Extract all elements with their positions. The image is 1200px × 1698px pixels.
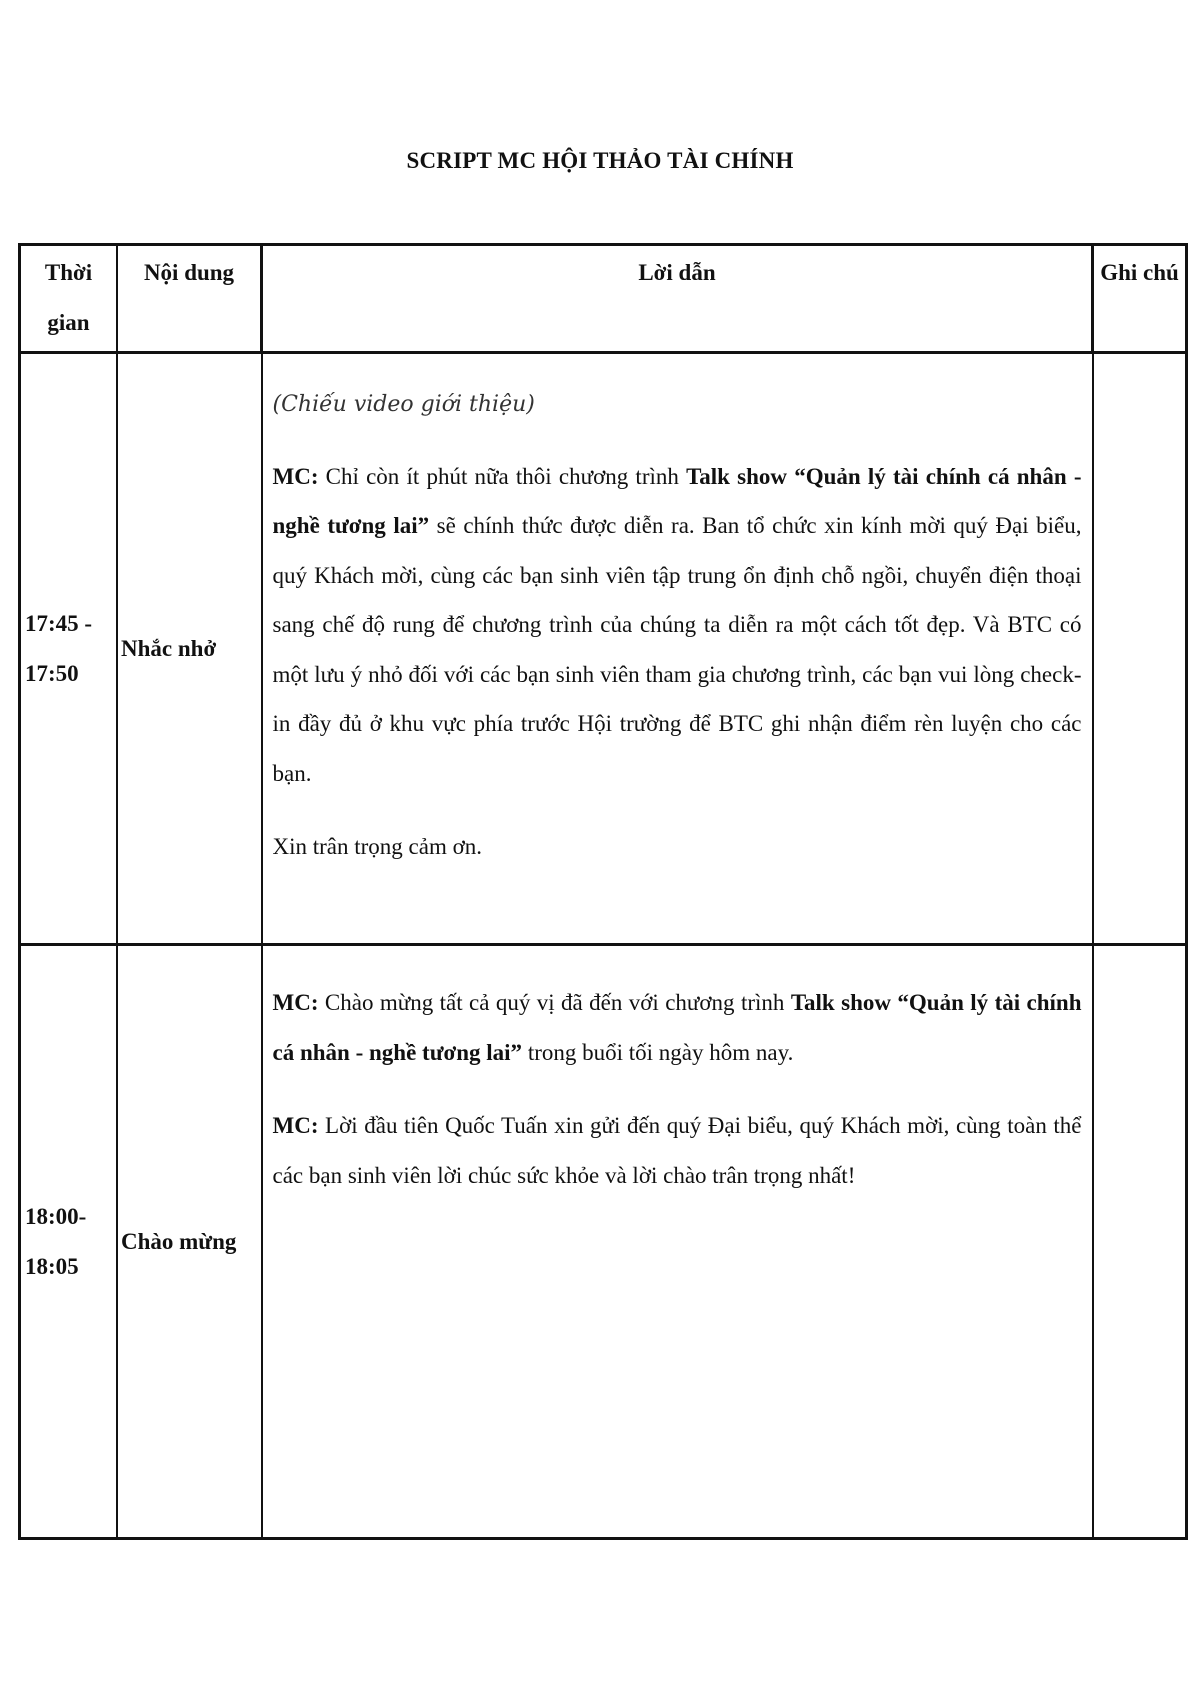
mc-label: MC: <box>272 463 319 489</box>
speech-paragraph <box>273 452 1082 799</box>
table-row <box>20 945 1187 1539</box>
speech-text: Chào mừng tất cả quý vị đã đến với chương trình <box>318 990 791 1015</box>
speech-paragraph <box>273 978 1082 1077</box>
time-cell: 17:45 - 17:50 <box>20 353 118 945</box>
speech-cell <box>262 945 1093 1539</box>
intro-note: (Chiếu video giới thiệu) <box>272 392 535 417</box>
header-content: Nội dung <box>117 245 262 353</box>
table-row <box>20 353 1187 945</box>
header-speech: Lời dẫn <box>262 245 1093 353</box>
speech-cell <box>262 353 1093 945</box>
content-cell: Nhắc nhở <box>117 353 262 945</box>
content-cell: Chào mừng <box>117 945 262 1539</box>
speech-paragraph <box>273 1101 1082 1200</box>
program-name: Talk show “Quản lý tài chính cá nhân - nghề tương lai” <box>272 990 1082 1065</box>
speech-closing: Xin trân trọng cảm ơn. <box>272 834 483 859</box>
speech-text: trong buổi tối ngày hôm nay. <box>522 1039 794 1065</box>
script-table <box>18 243 1188 1540</box>
time-cell: 18:00- 18:05 <box>20 945 118 1539</box>
speech-text: sẽ chính thức được diễn ra. Ban tổ chức xin kính mời quý Đại biểu, quý Khách mời, cùng các bạn sinh viên tập trung ổn định chỗ ngồi, chuyển điện thoại sang chế độ rung để chương trình của chúng ta diễn ra một cách tốt đẹp. Và BTC có một lưu ý nhỏ đối với các bạn sinh viên tham gia chương trình, các bạn vui lòng check-in đầy đủ ở khu vực phía trước Hội trường để BTC ghi nhận điểm rèn luyện cho các bạn. <box>272 513 1082 786</box>
speech-text: Chỉ còn ít phút nữa thôi chương trình <box>318 463 687 489</box>
mc-label: MC: <box>272 1113 319 1138</box>
document-title: SCRIPT MC HỘI THẢO TÀI CHÍNH <box>406 148 794 173</box>
header-note: Ghi chú <box>1093 245 1187 353</box>
table-header-row <box>20 245 1187 353</box>
mc-label: MC: <box>272 990 319 1015</box>
note-cell <box>1093 945 1187 1539</box>
speech-text: Lời đầu tiên Quốc Tuấn xin gửi đến quý Đại biểu, quý Khách mời, cùng toàn thể các bạn sinh viên lời chúc sức khỏe và lời chào trân trọng nhất! <box>272 1113 1082 1188</box>
note-cell <box>1093 353 1187 945</box>
program-name: Talk show “Quản lý tài chính cá nhân - nghề tương lai” <box>272 463 1082 538</box>
header-time: Thời gian <box>20 245 118 353</box>
